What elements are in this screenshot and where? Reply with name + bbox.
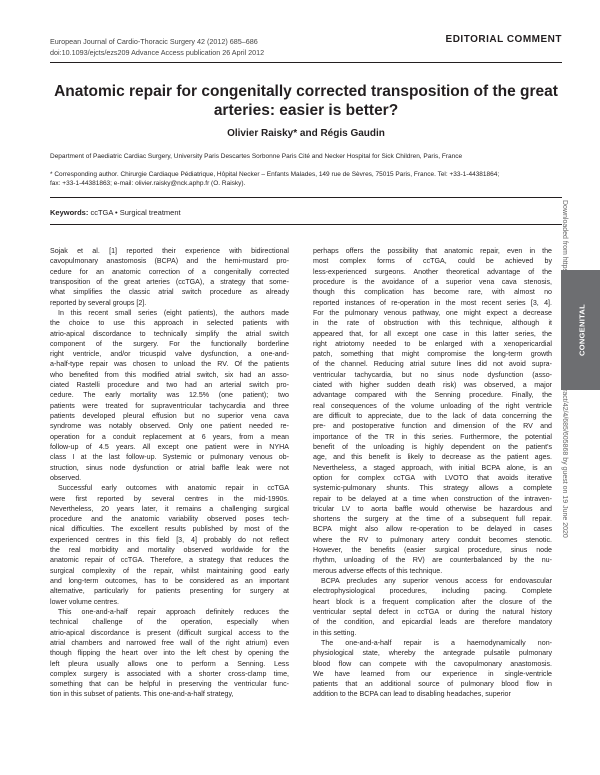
body-text-line: Nevertheless, 20 years later, it remains a challenging surgical: [50, 504, 289, 513]
body-text-line: technical challenge of the operation, especially when: [50, 618, 289, 627]
body-text-line: option for complex ccTGA with LVOTO that avoids iterative: [313, 473, 552, 482]
journal-line: European Journal of Cardio-Thoracic Surgery 42 (2012) 685–686: [50, 37, 258, 46]
keywords-value: ccTGA • Surgical treatment: [90, 208, 181, 217]
body-text-line: pre- and postoperative function and dimension of the RV and: [313, 422, 552, 431]
body-text-line: operation for a conduit replacement at 6 years, from a mean: [50, 432, 289, 441]
body-text-line: right ventricle, and/or tricuspid valve dysfunction, a one-and-: [50, 350, 289, 359]
body-text-line: class I at the last follow-up. Systemic or pulmonary venous ob-: [50, 453, 289, 462]
body-text-line: are difficult to appreciate, due to the lack of data concerning the: [313, 412, 552, 420]
keywords-bottom-divider: [50, 224, 562, 225]
section-tab-label: CONGENITAL: [577, 303, 587, 357]
body-text-line: However, the benefits (easier surgical procedure, sinus node: [313, 546, 552, 555]
body-text-line: blood flow can compete with the cavopulmonary anastomosis.: [313, 659, 552, 668]
body-column-left: [50, 246, 289, 700]
body-text-line: repair to be delayed at a time when construction of the intraven-: [313, 494, 552, 503]
body-text-line: In this recent small series (eight patients), the authors made: [58, 308, 289, 317]
body-text-line: observed.: [50, 473, 82, 482]
body-text-line: real consequences of the volume unloading of the right ventricle: [313, 401, 552, 410]
body-text-line: This one-and-a-half repair approach definitely reduces the: [58, 607, 289, 616]
body-text-line: systemic-pulmonary shunts. This strategy allows a complete: [313, 484, 552, 493]
body-text-line: struction, sinus node dysfunction or atrial baffle leak were not: [50, 463, 289, 472]
body-text-line: what simplifies the classic atrial switch procedure as already: [50, 288, 289, 297]
body-text-line: electrophysiological procedures, including pacing. Complete: [313, 587, 552, 596]
body-text-line: though flipping the heart over into the left chest by opening the: [50, 649, 289, 658]
body-text-line: alternative, particularly for patients presenting for surgery at: [50, 587, 289, 596]
body-text-line: benefit of the unloading is highly dependent on the patient's: [313, 442, 552, 451]
body-text-line: follow-up of 4.5 years. All except one patient were in NYHA: [50, 442, 289, 451]
body-text-line: and long-term outcomes, has to be considered as an important: [50, 577, 289, 585]
keywords-top-divider: [50, 197, 562, 198]
body-text-line: where the RV to pulmonary artery conduit becomes stenotic.: [313, 535, 552, 544]
body-text-line: perhaps offers the possibility that anatomic repair, even in the: [313, 247, 552, 255]
body-text-line: advantage compared with the Senning procedure. Finally, the: [313, 391, 552, 400]
body-text-line: patients were treated for supraventricular tachycardia and three: [50, 401, 289, 410]
body-text-line: patients developed pleural effusion but no superior vena cava: [50, 412, 289, 420]
body-text-line: ventricular tachycardia, but no sinus node dysfunction (asso-: [313, 370, 552, 379]
section-label: EDITORIAL COMMENT: [445, 34, 562, 45]
body-text-line: Nevertheless, a staged approach, with initial BCPA alone, is an: [313, 463, 552, 472]
keywords-label: Keywords:: [50, 208, 89, 217]
body-text-line: left pleura usually allows one to perform a Senning. Less: [50, 659, 289, 668]
body-text-line: addition to the BCPA can lead to disabling headaches, superior: [313, 690, 511, 699]
header-divider: [50, 62, 562, 63]
body-text-line: patients that an additional source of pulmonary blood flow in: [313, 680, 552, 689]
body-text-line: cavopulmonary anastomosis (BCPA) and the hemi-mustard pro-: [50, 257, 289, 266]
body-text-line: Sojak et al. [1] reported their experience with bidirectional: [50, 247, 289, 255]
body-text-line: ventricular septal defect in ccTGA or during the natural history: [313, 607, 552, 616]
body-text-line: For the pulmonary venous pathway, one might expect a decrease: [313, 308, 552, 317]
download-notice: [556, 200, 568, 620]
body-text-line: though this complication has become rare, with almost no: [313, 288, 552, 297]
body-text-line: shortens the surgery at the time of a subsequent full repair.: [313, 515, 552, 524]
journal-citation: [50, 36, 264, 58]
corresponding-line-2: fax: +33-1-44381863; e-mail: olivier.raisky@nck.aphp.fr (O. Raisky).: [50, 180, 246, 187]
body-text-line: merous adverse effects of this technique.: [313, 566, 443, 575]
body-text-line: atrial chambers and narrowed free wall of the right atrium) even: [50, 638, 289, 647]
body-text-line: who benefited from this modified atrial switch, six had an asso-: [50, 370, 289, 379]
body-text-line: patch, something that might compromise the long-term growth: [313, 350, 552, 359]
body-text-line: tricular LV to aorta baffle would otherwise be hazardous and: [313, 504, 552, 513]
body-text-line: most complex forms of ccTGA, could be achieved by: [313, 257, 552, 266]
body-text-line: the real morbidity and mortality observed worldwide for the: [50, 546, 289, 555]
body-text-line: cedure for an anatomic correction of a congenitally corrected: [50, 267, 289, 276]
body-text-line: BCPA precludes any superior venous access for endovascular: [321, 577, 552, 585]
body-text-line: anatomic repair of ccTGA. Therefore, a strategy that reduces the: [50, 556, 289, 565]
body-text-line: age, and this benefit is likely to decrease as the patient ages.: [313, 453, 552, 462]
doi-line: doi:10.1093/ejcts/ezs209 Advance Access publication 26 April 2012: [50, 48, 265, 57]
body-text-line: of the condition, and epicardial leads are therefore mandatory: [313, 618, 552, 627]
body-text-line: cedure. The early mortality was 12.5% (one patient); two: [50, 391, 289, 400]
body-text-line: right atriotomy needed to be enlarged with a xenopericardial: [313, 339, 552, 348]
body-text-line: The one-and-a-half repair is a haemodynamically non-: [321, 638, 552, 647]
body-text-line: heart block is a frequent complication after the closure of the: [313, 597, 552, 606]
body-text-line: less-experienced surgeons. Another theoretical advantage of the: [313, 267, 552, 276]
body-text-line: rhythm, unloading of the RV) are counterbalanced by the nu-: [313, 556, 552, 565]
keywords: [50, 208, 181, 217]
body-text-line: reported by several groups [2].: [50, 298, 147, 307]
body-text-line: importance of the TR in this series. Furthermore, the potential: [313, 432, 552, 441]
corresponding-author: [50, 170, 530, 188]
body-text-line: were first reported by several centres in the mid-1990s.: [50, 494, 289, 503]
body-text-line: nical difficulties. The excellent results published by most of the: [50, 525, 289, 534]
body-text-line: in the rate of obstruction with this technique, although it: [313, 319, 552, 328]
body-text-line: lower volume centres.: [50, 597, 119, 606]
corresponding-line-1: * Corresponding author. Chirurgie Cardiaque Pédiatrique, Hôpital Necker – Enfants Malades, 149 rue de Sèvres, 75015 Paris, France. Tel: +33-1-44381864;: [50, 171, 500, 178]
body-text-line: reported instances of re-operation in the most recent series [3, 4].: [313, 298, 552, 307]
body-text-line: ciated Rastelli procedure and two had an arterial switch pro-: [50, 381, 289, 390]
title-line-1: Anatomic repair for congenitally corrected transposition of the great: [54, 83, 558, 100]
body-text-line: a-half-type repair was chosen to unload the RV. Of the patients: [50, 360, 289, 369]
article-title: [50, 82, 562, 120]
body-text-line: experienced centres in this field [3, 4] probably do not reflect: [50, 535, 289, 544]
body-text-line: procedure and the anatomic variability observed poses tech-: [50, 515, 289, 524]
body-text-line: the choice to use this approach in selected patients with: [50, 319, 289, 328]
body-text-line: procedure is the avoidance of a superior vena cava stenosis,: [313, 277, 552, 286]
body-text-line: complex surgery is associated with a shorter cross-clamp time,: [50, 669, 289, 678]
body-text-line: transposition of the great arteries (ccTGA), a strategy that some-: [50, 277, 289, 286]
body-text-line: tion in this subset of patients. This one-and-a-half strategy,: [50, 690, 234, 699]
body-text-line: surgical complexity of the repair, whilst maintaining good early: [50, 566, 289, 575]
body-text-line: We have learned from our experience in single-ventricle: [313, 669, 552, 678]
body-text-line: Successful early outcomes with anatomic repair in ccTGA: [58, 484, 289, 493]
body-text-line: appeared that, for all except one case in this latter series, the: [313, 329, 552, 338]
title-line-2: arteries: easier is better?: [213, 102, 399, 119]
body-text-line: physiological state, whereby the antegrade pulsatile pulmonary: [313, 649, 552, 658]
author-list: Olivier Raisky* and Régis Gaudin: [227, 128, 385, 139]
body-text-line: syndrome was notably observed. Only one patient needed re-: [50, 422, 289, 431]
body-text-line: in this setting.: [313, 628, 357, 637]
body-text-line: of the channel. Reducing atrial suture lines did not avoid supra-: [313, 360, 552, 369]
body-text-line: atrio-apical discordance is present (difficult surgical access to the: [50, 628, 289, 637]
body-column-right: [313, 246, 552, 700]
body-text-line: something that can be helpful in preserving the ventricular func-: [50, 680, 289, 689]
body-text-line: component of the surgery. For the functionally borderline: [50, 339, 289, 348]
body-text-line: atrio-apical discordance to technically simplify the atrial switch: [50, 329, 289, 338]
body-text-line: ciated with higher sudden death risk) was observed, a major: [313, 381, 552, 390]
body-text-line: BCPA might also allow re-operation to be delayed in cases: [313, 525, 552, 534]
affiliation: Department of Paediatric Cardiac Surgery, University Paris Descartes Sorbonne Paris Cité and Necker Hospital for Sick Children, Paris, France: [50, 153, 463, 160]
